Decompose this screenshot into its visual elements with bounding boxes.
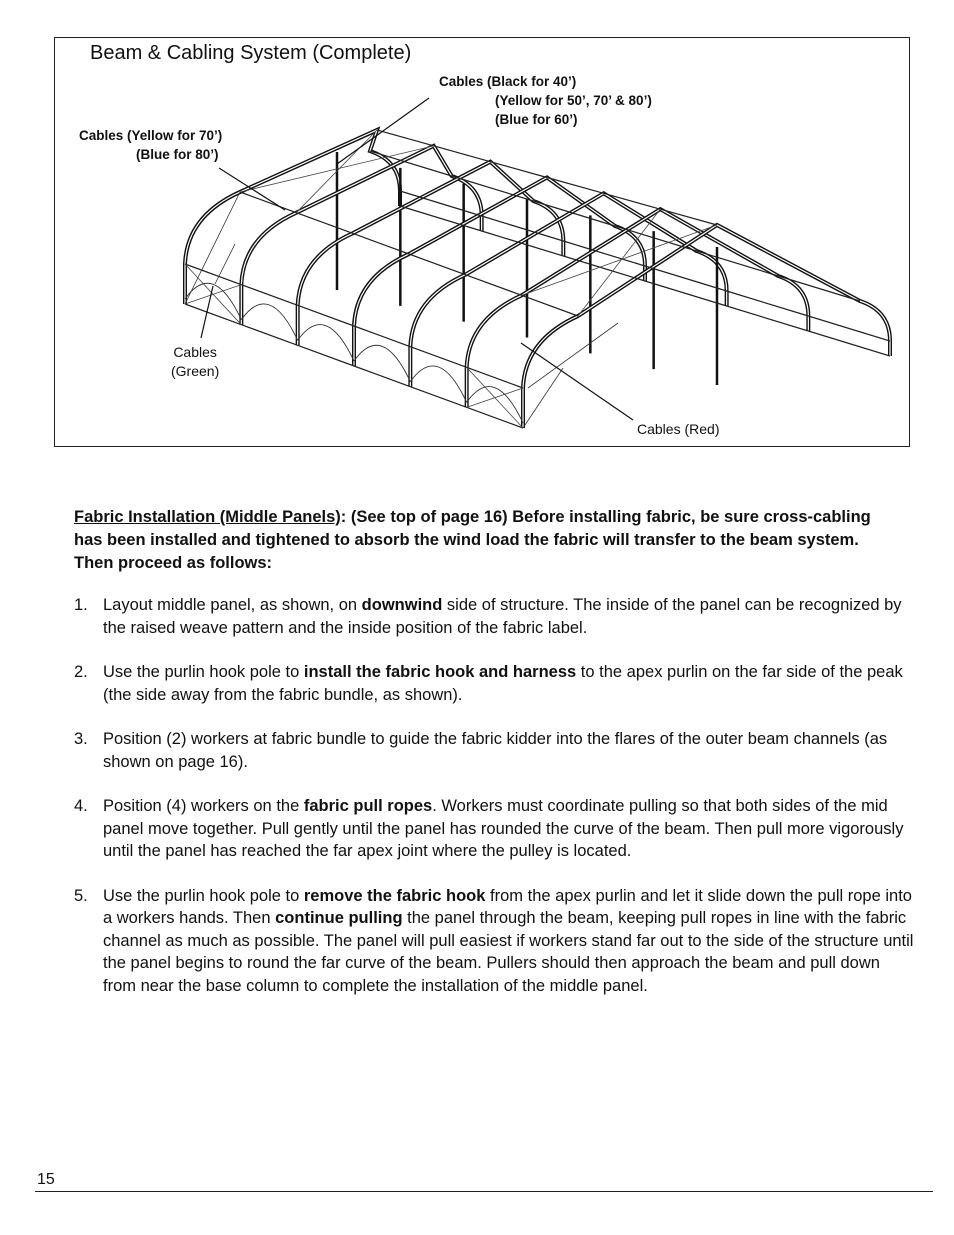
step-emphasis: install the fabric hook and harness [303, 663, 577, 681]
purlin [377, 130, 717, 225]
instruction-steps [74, 594, 914, 1019]
beam-frame-highlight [410, 193, 726, 386]
step-number: 3. [74, 730, 88, 748]
step-text: the panel through the beam, keeping pull ropes in line with the fabric channel as much as possible. The panel will pull easiest if workers stand far out to the side of the structure until the panel begins to round the far curve of the beam. Pullers should then approach the beam and pull down from near the base column to complete the installation of the middle panel. [103, 909, 914, 995]
leader-line [201, 286, 213, 338]
instruction-step [74, 885, 914, 998]
step-text: Use the purlin hook pole to [103, 886, 304, 905]
callout-cables-red [637, 420, 719, 439]
step-emphasis: downwind [361, 596, 443, 614]
purlin [185, 264, 523, 388]
instruction-step [74, 594, 914, 639]
callout-line: Cables (Yellow for 70’) [79, 128, 223, 143]
instruction-step [74, 661, 914, 706]
callout-line: (Blue for 80’) [136, 147, 219, 162]
purlin [370, 151, 860, 301]
callout-line: (Blue for 60’) [495, 112, 578, 127]
step-text: from the apex purlin and let it slide down the pull rope into a workers hands. Then [103, 886, 912, 927]
callout-line: (Yellow for 50’, 70’ & 80’) [495, 93, 652, 108]
step-emphasis: fabric pull ropes [303, 797, 433, 815]
callout-leader-lines [201, 98, 633, 420]
page-number: 15 [37, 1171, 55, 1188]
cable [185, 264, 241, 325]
instruction-step [74, 728, 914, 773]
step-text: side of structure. The inside of the panel can be recognized by the raised weave pattern and the inside position of the fabric label. [103, 596, 902, 637]
callout-line: Cables [173, 344, 217, 360]
step-text: Position (4) workers on the [103, 797, 304, 815]
section-heading: Fabric Installation (Middle Panels) [74, 508, 341, 526]
step-text: Use the purlin hook pole to [103, 663, 304, 681]
step-number: 1. [74, 596, 88, 614]
step-text: . Workers must coordinate pulling so that both sides of the mid panel move together. Pull gently until the panel has rounded the curve of the beam. Then pull more vigorously until the panel has reached the far apex joint where the pulley is located. [103, 797, 904, 860]
callout-line: Cables (Red) [637, 421, 720, 437]
leader-line [521, 343, 633, 420]
callout-cables-yellow [79, 126, 222, 164]
section-intro [74, 506, 894, 575]
step-emphasis: continue pulling [275, 909, 403, 927]
step-text: Layout middle panel, as shown, on [103, 596, 362, 614]
instruction-step [74, 795, 914, 863]
callout-line: Cables (Black for 40’) [439, 74, 577, 89]
footer-rule [35, 1191, 933, 1192]
cable [215, 244, 235, 284]
figure-title: Beam & Cabling System (Complete) [90, 42, 412, 64]
cable [467, 367, 523, 428]
step-number: 4. [74, 797, 88, 815]
heading-colon: : [340, 508, 347, 526]
callout-line: (Green) [171, 363, 220, 379]
step-number: 5. [74, 886, 88, 905]
beam-frame [410, 193, 726, 386]
beam-frame [354, 178, 645, 367]
callout-cables-green [171, 343, 219, 381]
purlin [400, 191, 890, 341]
step-text: to the apex purlin on the far side of the peak (the side away from the fabric bundle, as shown). [103, 663, 903, 704]
step-text: Position (2) workers at fabric bundle to guide the fabric kidder into the flares of the outer beam channels (as shown on page 16). [103, 730, 888, 771]
step-emphasis: remove the fabric hook [303, 886, 486, 905]
callout-cables-black [439, 72, 652, 129]
section-intro-text: (See top of page 16) Before installing fabric, be sure cross-cabling has been installed and tightened to absorb the wind load the fabric will transfer to the beam system. Then proceed as follows: [74, 508, 871, 572]
figure-frame [54, 37, 910, 447]
step-number: 2. [74, 663, 88, 681]
